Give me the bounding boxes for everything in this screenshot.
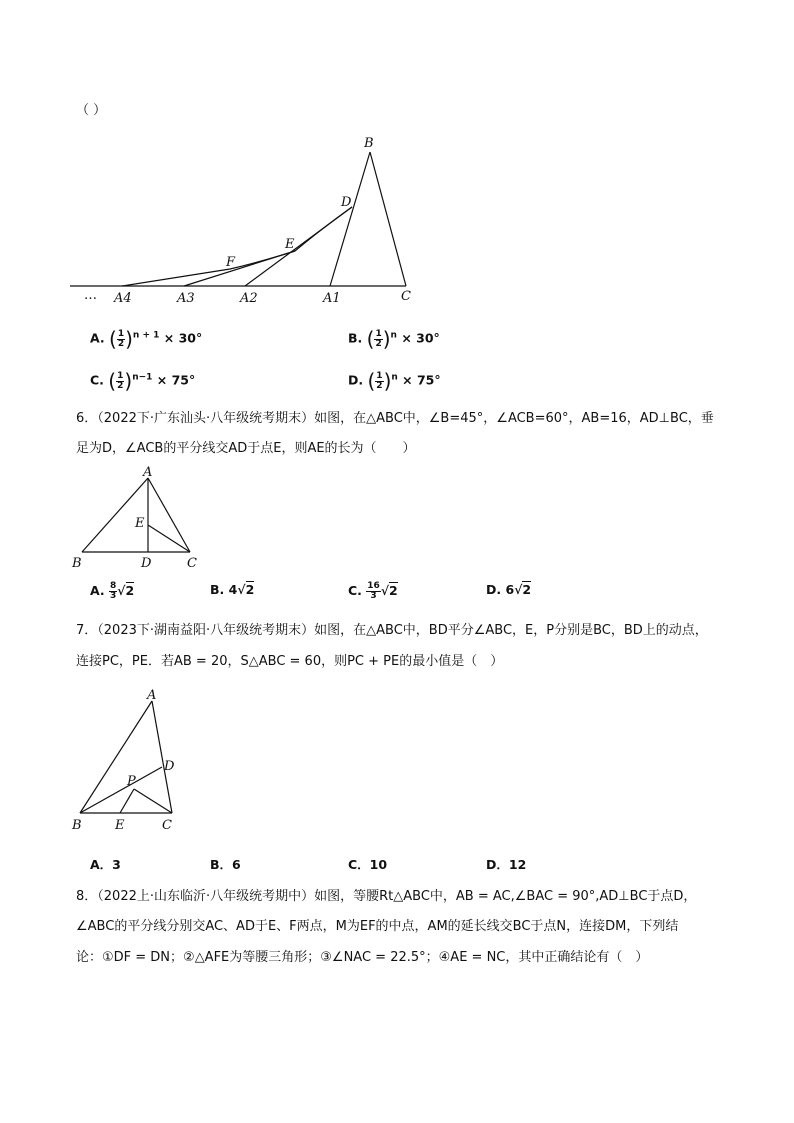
exponent: n xyxy=(391,372,398,383)
frac-num: 8 xyxy=(110,581,117,591)
label-a2: A2 xyxy=(240,291,258,306)
option-rest: × 30° xyxy=(163,330,203,346)
frac-den: 3 xyxy=(110,591,117,601)
label-a4: A4 xyxy=(114,291,132,306)
frac-den: 2 xyxy=(117,338,125,349)
frac-num: 1 xyxy=(376,370,383,381)
radicand: 2 xyxy=(245,582,255,597)
q5-option-a: A. ( $\frac{1}{2}$ )$^{n + 1}$ × 30° xyxy=(90,327,203,351)
q7-stem-line1: 7．（2023下·湖南益阳·八年级统考期末）如图，在△ABC中，BD平分∠ABC，E，P分别是BC，BD上的动点， xyxy=(76,623,708,638)
q5-answer-paren: （ ） xyxy=(76,103,107,118)
q7-option-d: D．12 xyxy=(486,857,527,872)
exponent: n−1 xyxy=(132,372,153,383)
q6-option-d: D. 6√2 xyxy=(486,582,532,597)
option-letter: C. xyxy=(90,372,104,388)
label-ellipsis: … xyxy=(84,288,97,303)
exponent: n xyxy=(390,330,397,341)
option-letter: B. xyxy=(210,582,225,597)
label-d: D xyxy=(164,759,175,774)
q6-option-a: A. $\frac{8}{3}$ √2 xyxy=(90,581,135,601)
option-letter: A. xyxy=(90,330,105,346)
frac-num: 1 xyxy=(117,328,125,339)
frac-den: 2 xyxy=(376,380,383,391)
exponent: n + 1 xyxy=(132,330,160,341)
coefficient: 4 xyxy=(228,582,238,597)
q6-option-c: C. $\frac{16}{3}$ √2 xyxy=(348,581,398,601)
label-a: A xyxy=(143,465,153,480)
option-letter: D. xyxy=(486,582,502,597)
q7-option-b: B．6 xyxy=(210,857,241,872)
label-c: C xyxy=(401,289,411,304)
radicand: 2 xyxy=(125,583,135,598)
label-c: C xyxy=(187,556,197,571)
label-a: A xyxy=(147,688,157,703)
option-letter: C. xyxy=(348,583,362,598)
label-e: E xyxy=(115,818,125,833)
q6-stem-line1: 6．（2022下·广东汕头·八年级统考期末）如图，在△ABC中，∠B=45°，∠ACB=60°，AB=16，AD⊥BC，垂 xyxy=(76,411,714,426)
label-b: B xyxy=(364,136,374,151)
q5-option-c: C. ( $\frac{1}{2}$ )$^{n-1}$ × 75° xyxy=(90,369,196,393)
label-a1: A1 xyxy=(323,291,341,306)
q8-stem-line1: 8．（2022上·山东临沂·八年级统考期中）如图，等腰Rt△ABC中，AB = AC,∠BAC = 90°,AD⊥BC于点D， xyxy=(76,889,697,904)
frac-num: 16 xyxy=(367,581,380,591)
label-p: P xyxy=(127,774,136,789)
radicand: 2 xyxy=(389,583,398,598)
q7-figure xyxy=(66,683,196,835)
q6-stem-line2: 足为D，∠ACB的平分线交AD于点E，则AE的长为（ ） xyxy=(76,441,416,456)
option-letter: A. xyxy=(90,583,105,598)
frac-den: 2 xyxy=(117,380,124,391)
q6-option-b: B. 4√2 xyxy=(210,582,255,597)
frac-num: 1 xyxy=(375,328,382,339)
frac-den: 3 xyxy=(370,591,377,601)
q8-stem-line3: 论：①DF = DN；②△AFE为等腰三角形；③∠NAC = 22.5°；④AE = NC，其中正确结论有（ ） xyxy=(76,950,649,965)
label-c: C xyxy=(162,818,172,833)
label-b: B xyxy=(72,556,82,571)
label-d: D xyxy=(141,556,152,571)
frac-den: 2 xyxy=(375,338,382,349)
option-rest: × 75° xyxy=(402,372,441,388)
option-rest: × 30° xyxy=(401,330,440,346)
option-letter: B. xyxy=(348,330,363,346)
q5-option-b: B. ( $\frac{1}{2}$ )$^n$ × 30° xyxy=(348,327,440,351)
q5-figure xyxy=(60,130,440,310)
option-rest: × 75° xyxy=(156,372,196,388)
label-f: F xyxy=(226,255,236,270)
label-e: E xyxy=(285,237,295,252)
frac-num: 1 xyxy=(117,370,124,381)
q7-option-c: C．10 xyxy=(348,857,388,872)
coefficient: 6 xyxy=(505,582,515,597)
q6-figure xyxy=(66,460,216,575)
q7-stem-line2: 连接PC，PE．若AB = 20，S△ABC = 60，则PC + PE的最小值是（ ） xyxy=(76,654,504,669)
q5-option-d: D. ( $\frac{1}{2}$ )$^n$ × 75° xyxy=(348,369,441,393)
radicand: 2 xyxy=(522,582,532,597)
label-b: B xyxy=(72,818,82,833)
q7-option-a: A．3 xyxy=(90,857,121,872)
q8-stem-line2: ∠ABC的平分线分别交AC、AD于E、F两点，M为EF的中点，AM的延长线交BC于点N，连接DM，下列结 xyxy=(76,919,679,934)
label-a3: A3 xyxy=(177,291,195,306)
label-e: E xyxy=(135,516,145,531)
option-letter: D. xyxy=(348,372,364,388)
label-d: D xyxy=(341,195,352,210)
